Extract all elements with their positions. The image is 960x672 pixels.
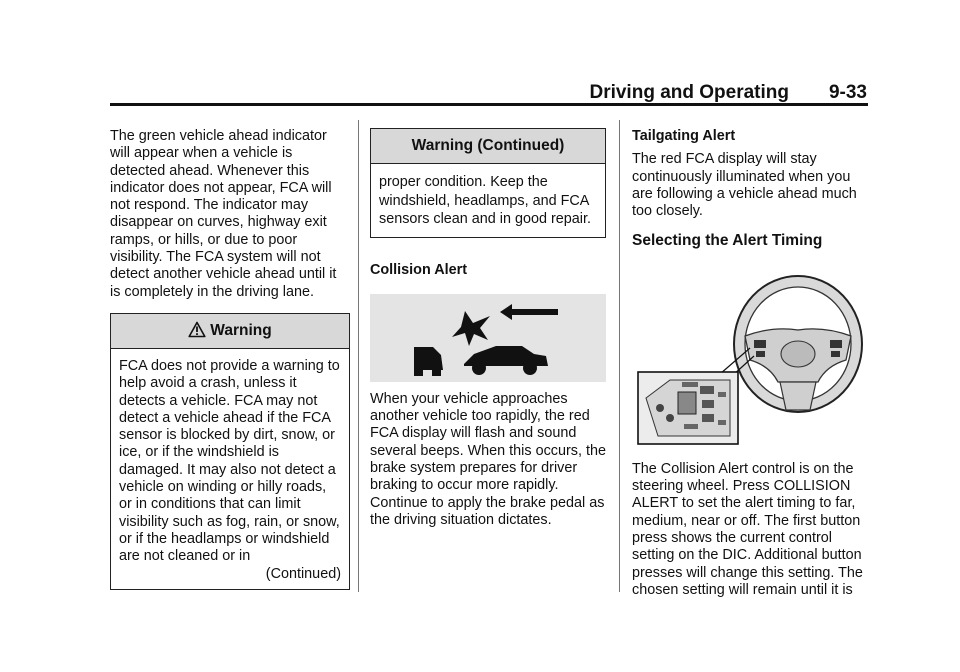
continued-label: (Continued) [265,565,341,582]
alert-timing-text: The Collision Alert control is on the steering wheel. Press COLLISION ALERT to set the alert timing to far, medium, near or off. The first button press shows the current control setting on the DIC. Additional button presses will change this setting. The chosen setting will remain until it is [632,460,863,598]
warning-continued-header: Warning (Continued) [371,129,605,164]
column-divider-2 [619,120,620,592]
warning-body [111,349,349,589]
warning-triangle-icon [188,317,206,351]
warning-header [111,314,349,349]
tailgating-alert-subhead: Tailgating Alert [632,128,736,144]
section-title: Driving and Operating [589,82,789,103]
warning-continued-body [371,164,605,237]
collision-alert-icon [370,294,606,382]
page-number: 9-33 [828,82,867,103]
column-divider-1 [358,120,359,592]
warning-box [110,313,350,590]
collision-alert-subhead: Collision Alert [370,261,468,278]
intro-paragraph: The green vehicle ahead indicator will appear when a vehicle is detected ahead. Whenever this indicator does not appear, FCA will not respond. The indicator may disappear on curves, highway exit ramps, or hills, or due to poor visibility. The FCA system will not detect another vehicle ahead until it is completely in the driving lane. [110,128,337,300]
column-1 [110,128,350,590]
warning-continued-box [370,128,606,238]
warning-title: Warning [210,321,272,339]
warning-continued-text: proper condition. Keep the windshield, headlamps, and FCA sensors clean and in good repair. [379,174,592,227]
header-rule [110,103,868,106]
column-3 [632,128,872,599]
column-2 [370,128,606,529]
warning-text: FCA does not provide a warning to help avoid a crash, unless it detects a vehicle. FCA may not detect a vehicle ahead if the FCA sensor is blocked by dirt, snow, or ice, or if the windshield is damaged. It may also not detect a vehicle on winding or hilly roads, or in conditions that can limit visibility such as fog, rain, or snow, or if the headlamps or windshield are not cleaned or in [119,357,340,565]
page-header [110,80,867,104]
alert-timing-heading: Selecting the Alert Timing [632,232,823,250]
steering-wheel-illustration [632,264,872,456]
tailgating-alert-text: The red FCA display will stay continuously illuminated when you are following a vehicle ahead much too closely. [632,151,857,220]
collision-alert-text: When your vehicle approaches another vehicle too rapidly, the red FCA display will flash and sound several beeps. When this occurs, the brake system prepares for driver braking to occur more rapidly. Continue to apply the brake pedal as the driving situation dictates. [370,390,606,528]
